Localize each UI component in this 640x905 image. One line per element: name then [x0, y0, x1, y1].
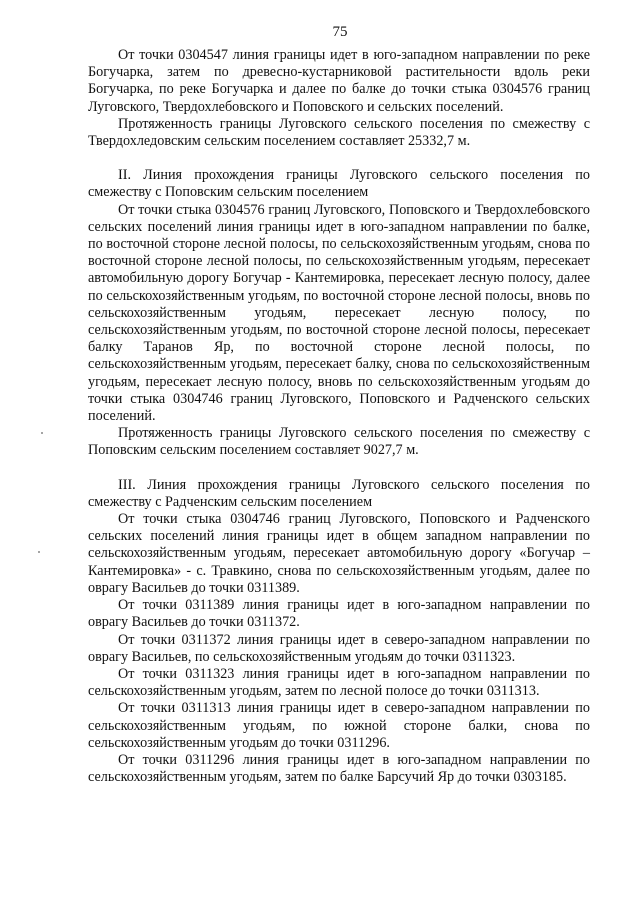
- paragraph: От точки 0311389 линия границы идет в юго-западном направлении по оврагу Васильев до точки 0311372.: [88, 597, 590, 631]
- page-number: 75: [332, 24, 348, 40]
- section-heading: III. Линия прохождения границы Луговского сельского поселения по смежеству с Радченским сельским поселением: [88, 476, 590, 510]
- paragraph: Протяженность границы Луговского сельского поселения по смежеству с Поповским сельским поселением составляет 9027,7 м.: [88, 425, 590, 459]
- paragraph: От точки 0311372 линия границы идет в северо-западном направлении по оврагу Васильев, по сельскохозяйственным угодьям до точки 0311323.: [88, 631, 590, 665]
- paragraph: От точки 0311296 линия границы идет в юго-западном направлении по сельскохозяйственным угодьям, затем по балке Барсучий Яр до точки 0303185.: [88, 751, 590, 786]
- scan-speck: [38, 551, 40, 553]
- paragraph: От точки 0311313 линия границы идет в северо-западном направлении по сельскохозяйственным угодьям, по южной стороне балки, снова по сельскохозяйственным угодьям до точки 0311296.: [88, 700, 590, 751]
- scan-speck: [41, 432, 43, 434]
- paragraph: Протяженность границы Луговского сельского поселения по смежеству с Твердохледовским сельским поселением составляет 25332,7 м.: [88, 115, 590, 150]
- section-heading: II. Линия прохождения границы Луговского сельского поселения по смежеству с Поповским сельским поселением: [88, 167, 590, 201]
- document-body: [88, 47, 590, 786]
- paragraph: От точки стыка 0304576 границ Луговского, Поповского и Твердохлебовского сельских поселений линия границы идет в юго-западном направлении по балке, по восточной стороне лесной полосы, по сельскохозяйственным угодьям, снова по восточной стороне лесной полосы, по сельскохозяйственным угодьям, пересекает автомобильную дорогу Богучар - Кантемировка, пересекает лесную полосу, далее по сельскохозяйственным угодьям, по восточной стороне лесной полосы, вновь по сельскохозяйственным угодьям, пересекает лесную полосу, по сельскохозяйственным угодьям, по восточной стороне лесной полосы, пересекает балку Таранов Яр, по восточной стороне лесной полосы, по сельскохозяйственным угодьям, пересекает балку, снова по сельскохозяйственным угодьям, пересекает лесную полосу, вновь по сельскохозяйственным угодьям до точки стыка 0304746 границ Луговского, Поповского и Радченского сельских поселений.: [88, 201, 590, 425]
- paragraph: От точки стыка 0304746 границ Луговского, Поповского и Радченского сельских поселений линия границы идет в общем западном направлении по сельскохозяйственным угодьям, пересекает автомобильную дорогу «Богучар – Кантемировка» - с. Травкино, снова по сельскохозяйственным угодьям, далее по оврагу Васильев до точки 0311389.: [88, 511, 590, 596]
- paragraph: От точки 0311323 линия границы идет в юго-западном направлении по сельскохозяйственным угодьям, затем по лесной полосе до точки 0311313.: [88, 665, 590, 700]
- paragraph: От точки 0304547 линия границы идет в юго-западном направлении по реке Богучарка, затем по древесно-кустарниковой растительности вдоль реки Богучарка, по реке Богучарка и далее по балке до точки стыка 0304576 границ Луговского, Твердохлебовского и Поповского и сельских поселений.: [88, 47, 590, 115]
